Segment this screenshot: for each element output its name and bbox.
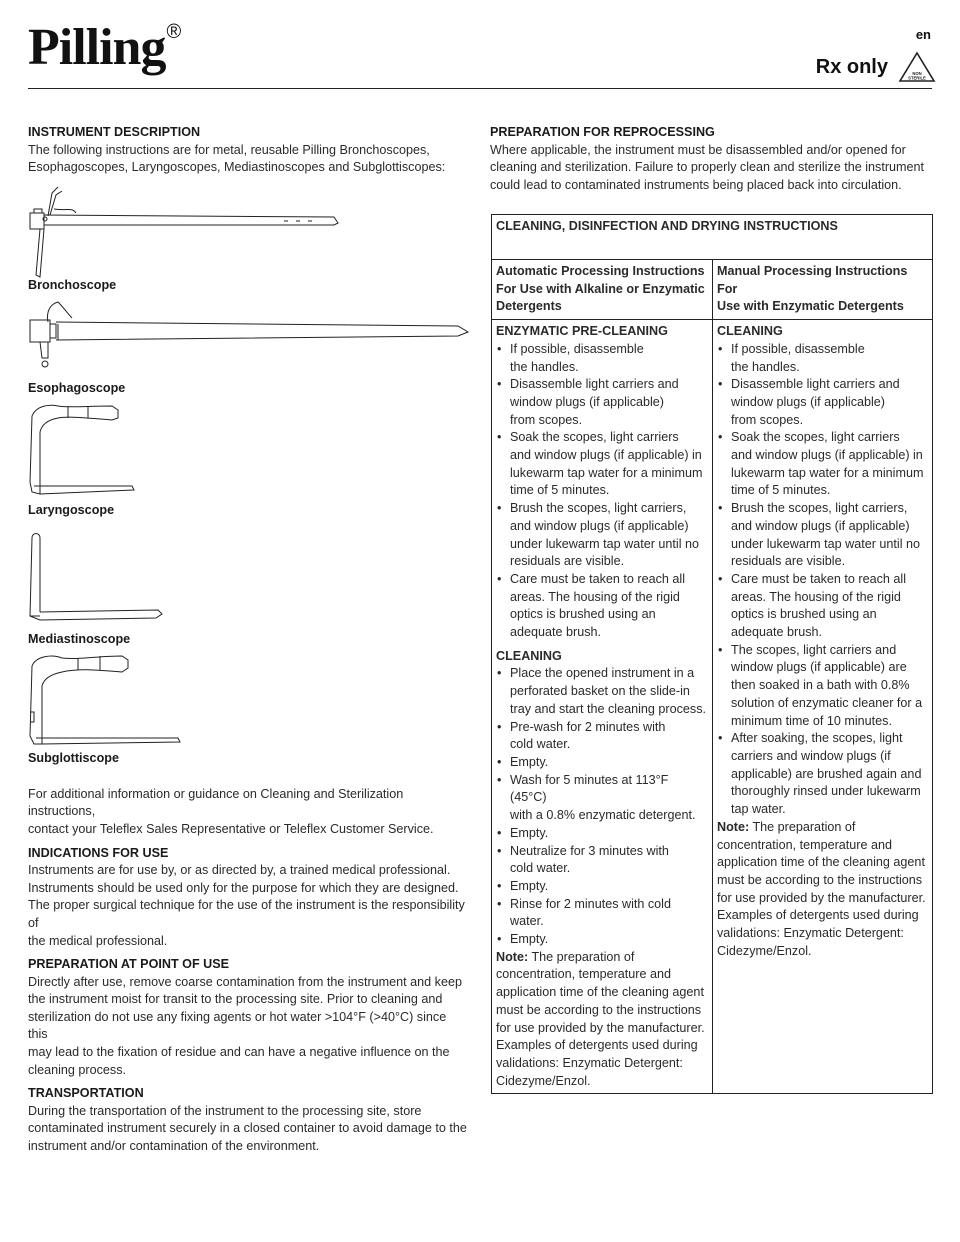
list-item — [731, 429, 928, 500]
list-item-line: the handles. — [731, 359, 800, 374]
list-item-line: window plugs (if applicable) are — [731, 660, 907, 675]
list-item-line: cold water. — [510, 737, 571, 752]
note-line: validations: Enzymatic Detergent: — [717, 926, 904, 941]
note-line: application time of the cleaning agent — [496, 985, 704, 1000]
list-item — [510, 754, 708, 772]
list-item-line: tap water. — [731, 802, 786, 817]
list-item — [731, 500, 928, 571]
point-of-use-heading: PREPARATION AT POINT OF USE — [28, 957, 230, 972]
list-item-line: • Disassemble light carriers and — [731, 377, 900, 392]
svg-text:NON: NON — [912, 71, 922, 76]
list-item-line: • Disassemble light carriers and — [510, 377, 679, 392]
note-line: must be according to the instructions — [717, 872, 923, 887]
bronchoscope-drawing — [28, 183, 358, 281]
list-item-line: the handles. — [510, 359, 579, 374]
additional-info-line: contact your Teleflex Sales Representative or Teleflex Customer Service. — [28, 821, 434, 836]
transportation-line: instrument and/or contamination of the environment. — [28, 1139, 320, 1154]
list-item — [731, 341, 928, 376]
left-column — [28, 124, 468, 1156]
list-item — [510, 665, 708, 718]
instrument-description-heading: INSTRUMENT DESCRIPTION — [28, 125, 201, 139]
reprocessing-line: Where applicable, the instrument must be disassembled and/or opened for — [490, 142, 906, 157]
list-item-line: time of 5 minutes. — [510, 483, 610, 498]
list-item-line: minimum time of 10 minutes. — [731, 713, 892, 728]
instrument-label: Laryngoscope — [28, 502, 115, 517]
reprocessing-line: could lead to contaminated instruments being placed back into circulation. — [490, 177, 902, 192]
list-item-line: from scopes. — [731, 412, 804, 427]
note-line: Cidezyme/Enzol. — [496, 1073, 591, 1088]
list-item — [510, 500, 708, 571]
list-item-line: adequate brush. — [731, 625, 823, 640]
list-item-line: window plugs (if applicable) — [731, 394, 886, 409]
list-item-line: • Brush the scopes, light carriers, — [731, 501, 908, 516]
point-of-use-line: the instrument moist for transit to the processing site. Prior to cleaning and — [28, 992, 443, 1007]
laryngoscope-drawing — [28, 402, 148, 502]
svg-text:STERILE: STERILE — [908, 75, 926, 81]
list-item-line: • Pre-wash for 2 minutes with — [510, 719, 666, 734]
cleaning-list — [496, 665, 708, 948]
note-line: application time of the cleaning agent — [717, 855, 925, 870]
list-item-line: time of 5 minutes. — [731, 483, 831, 498]
esophagoscope-drawing — [28, 300, 470, 378]
cleaning-heading: CLEANING — [496, 648, 562, 663]
list-item-line: and window plugs (if applicable) in — [731, 448, 923, 463]
list-item-line: • Empty. — [510, 878, 549, 893]
instrument-description-line: The following instructions are for metal, reusable Pilling Bronchoscopes, — [28, 142, 430, 157]
list-item-line: residuals are visible. — [510, 554, 625, 569]
list-item-line: • The scopes, light carriers and — [731, 642, 897, 657]
list-item-line: • Care must be taken to reach all — [510, 571, 686, 586]
list-item-line: optics is brushed using an — [731, 607, 877, 622]
indications-line: The proper surgical technique for the use of the instrument is the responsibility of — [28, 898, 465, 930]
cleaning-instructions-table — [491, 214, 933, 1094]
list-item-line: • Soak the scopes, light carriers — [510, 430, 679, 445]
transportation-heading: TRANSPORTATION — [28, 1086, 144, 1101]
note-line: Cidezyme/Enzol. — [717, 943, 812, 958]
list-item-line: • Wash for 5 minutes at 113°F (45°C) — [510, 772, 669, 805]
list-item — [510, 376, 708, 429]
instrument-label: Mediastinoscope — [28, 631, 131, 646]
list-item-line: • If possible, disassemble — [731, 341, 865, 356]
manual-instructions-cell — [713, 320, 933, 1094]
list-item-line: • Empty. — [510, 754, 549, 769]
point-of-use-line: cleaning process. — [28, 1062, 127, 1077]
list-item-line: • Brush the scopes, light carriers, — [510, 501, 687, 516]
table-title: CLEANING, DISINFECTION AND DRYING INSTRUCTIONS — [492, 215, 933, 260]
list-item-line: • Soak the scopes, light carriers — [731, 430, 900, 445]
list-item-line: lukewarm tap water for a minimum — [510, 465, 703, 480]
rx-only-label: Rx only — [815, 56, 888, 78]
indications-heading: INDICATIONS FOR USE — [28, 845, 169, 860]
indications-line: Instruments should be used only for the purpose for which they are designed. — [28, 880, 459, 895]
list-item-line: • Empty. — [510, 825, 549, 840]
list-item-line: and window plugs (if applicable) — [510, 518, 689, 533]
list-item — [510, 719, 708, 754]
note: Note: The preparation of concentration, temperature and application time of the cleaning agent must be according to the instructions for use provided by the manufacturer. Examples of detergents used during validations: Enzymatic Detergent: Cidezyme/Enzol. — [717, 819, 928, 961]
cleaning-list — [717, 341, 928, 819]
list-item-line: areas. The housing of the rigid — [731, 589, 901, 604]
precleaning-list — [496, 341, 708, 642]
column-header-automatic: Automatic Processing Instructions For Use with Alkaline or Enzymatic Detergents — [492, 260, 713, 320]
list-item-line: and window plugs (if applicable) — [731, 518, 910, 533]
list-item-line: • After soaking, the scopes, light — [731, 731, 903, 746]
mediastinoscope-drawing — [28, 530, 168, 632]
list-item-line: • Place the opened instrument in a — [510, 666, 695, 681]
list-item-line: • If possible, disassemble — [510, 341, 644, 356]
list-item-line: areas. The housing of the rigid — [510, 589, 680, 604]
note-line: for use provided by the manufacturer. — [717, 890, 926, 905]
point-of-use-line: Directly after use, remove coarse contamination from the instrument and keep — [28, 974, 462, 989]
instrument-label: Esophagoscope — [28, 381, 126, 396]
list-item — [510, 878, 708, 896]
column-header-manual: Manual Processing Instructions For Use with Enzymatic Detergents — [713, 260, 933, 320]
list-item-line: • Empty. — [510, 932, 549, 947]
list-item-line: cold water. — [510, 861, 571, 876]
list-item-line: from scopes. — [510, 412, 583, 427]
list-item — [731, 642, 928, 731]
list-item-line: carriers and window plugs (if — [731, 748, 891, 763]
list-item — [731, 571, 928, 642]
note-line: Examples of detergents used during — [496, 1038, 698, 1053]
list-item-line: tray and start the cleaning process. — [510, 701, 707, 716]
note-line: validations: Enzymatic Detergent: — [496, 1055, 683, 1070]
list-item-line: • Neutralize for 3 minutes with — [510, 843, 669, 858]
reprocessing-line: cleaning and sterilization. Failure to properly clean and sterilize the instrument — [490, 160, 925, 175]
language-code: en — [915, 27, 931, 42]
list-item-line: under lukewarm tap water until no — [510, 536, 700, 551]
list-item — [731, 730, 928, 819]
non-sterile-triangle-icon — [898, 51, 936, 83]
list-item-line: and window plugs (if applicable) in — [510, 448, 702, 463]
subglottiscope-drawing — [28, 652, 184, 752]
list-item — [731, 376, 928, 429]
list-item-line: thoroughly rinsed under lukewarm — [731, 784, 921, 799]
list-item-line: perforated basket on the slide-in — [510, 684, 690, 699]
note: Note: The preparation of concentration, temperature and application time of the cleaning agent must be according to the instructions for use provided by the manufacturer. Examples of detergents used during validations: Enzymatic Detergent: Cidezyme/Enzol. — [496, 949, 708, 1091]
list-item-line: residuals are visible. — [731, 554, 846, 569]
point-of-use-line: sterilization do not use any fixing agents or hot water >104°F (>40°C) since this — [28, 1009, 447, 1042]
note-line: concentration, temperature and — [496, 967, 672, 982]
list-item-line: adequate brush. — [510, 625, 602, 640]
reprocessing-heading: PREPARATION FOR REPROCESSING — [490, 125, 715, 139]
list-item-line: solution of enzymatic cleaner for a — [731, 695, 923, 710]
list-item-line: lukewarm tap water for a minimum — [731, 465, 924, 480]
header-rule — [28, 88, 932, 89]
indications-line: Instruments are for use by, or as directed by, a trained medical professional. — [28, 863, 451, 878]
cleaning-heading: CLEANING — [717, 324, 783, 339]
right-column — [490, 124, 930, 194]
note-line: Examples of detergents used during — [717, 908, 919, 923]
precleaning-heading: ENZYMATIC PRE-CLEANING — [496, 324, 668, 339]
note-line: for use provided by the manufacturer. — [496, 1020, 705, 1035]
note-line: The preparation of — [528, 949, 635, 964]
list-item — [510, 896, 708, 931]
note-line: The preparation of — [749, 819, 856, 834]
list-item-line: with a 0.8% enzymatic detergent. — [510, 808, 696, 823]
transportation-line: contaminated instrument securely in a closed container to avoid damage to the — [28, 1121, 467, 1136]
instrument-label: Bronchoscope — [28, 277, 117, 292]
list-item-line: • Care must be taken to reach all — [731, 571, 907, 586]
list-item-line: applicable) are brushed again and — [731, 766, 922, 781]
pilling-logo: Pilling® — [28, 19, 181, 76]
list-item — [510, 772, 708, 825]
list-item — [510, 341, 708, 376]
list-item-line: under lukewarm tap water until no — [731, 536, 921, 551]
list-item — [510, 843, 708, 878]
note-line: must be according to the instructions — [496, 1002, 702, 1017]
point-of-use-line: may lead to the fixation of residue and can have a negative influence on the — [28, 1045, 450, 1060]
list-item — [510, 825, 708, 843]
list-item-line: then soaked in a bath with 0.8% — [731, 678, 910, 693]
additional-info-line: For additional information or guidance on Cleaning and Sterilization instructions, — [28, 786, 404, 819]
indications-line: the medical professional. — [28, 933, 168, 948]
note-line: concentration, temperature and — [717, 837, 893, 852]
list-item — [510, 571, 708, 642]
list-item-line: window plugs (if applicable) — [510, 394, 665, 409]
transportation-line: During the transportation of the instrument to the processing site, store — [28, 1103, 422, 1118]
instrument-description-line: Esophagoscopes, Laryngoscopes, Mediastinoscopes and Subglottiscopes: — [28, 160, 446, 175]
list-item — [510, 931, 708, 949]
automatic-instructions-cell — [492, 320, 713, 1094]
list-item — [510, 429, 708, 500]
instrument-label: Subglottiscope — [28, 751, 119, 766]
list-item-line: optics is brushed using an — [510, 607, 656, 622]
list-item-line: • Rinse for 2 minutes with cold water. — [510, 896, 671, 929]
